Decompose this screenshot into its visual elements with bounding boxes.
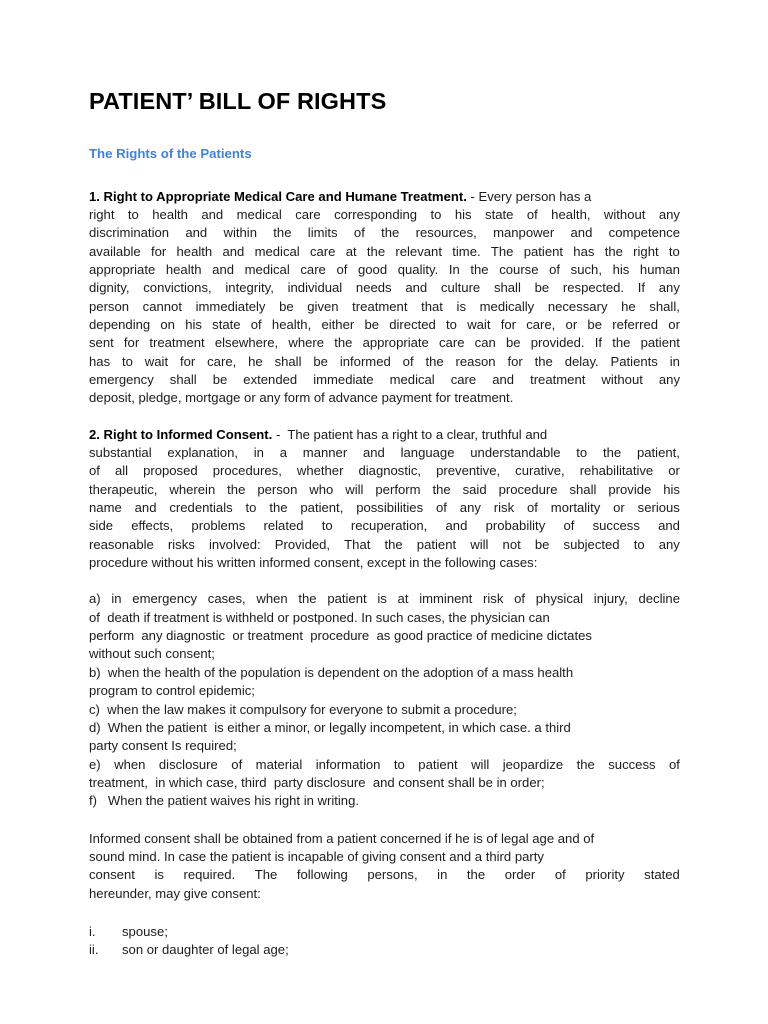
section-1-line-4: appropriate health and medical care of good quality. In the course of such, his human	[89, 261, 680, 277]
priority-consent-list	[89, 923, 680, 960]
case-a-line-4-text: without such consent;	[89, 646, 215, 662]
section-1-line-5: dignity, convictions, integrity, individual needs and culture shall be respected. If any	[89, 280, 680, 296]
case-b-line-2-text: program to control epidemic;	[89, 683, 255, 699]
section-1-line-0: - Every person has a	[466, 188, 592, 204]
section-1-line-3: available for health and medical care at the relevant time. The patient has the right to	[89, 243, 680, 259]
section-1-line-1: right to health and medical care corresponding to his state of health, without any	[89, 206, 680, 222]
section-1-line-7: depending on his state of health, either be directed to wait for care, or be referred or	[89, 316, 680, 332]
case-b-line-1	[89, 664, 680, 682]
section-2-line-3: therapeutic, wherein the person who will perform the said procedure shall provide his	[89, 481, 680, 497]
document-subtitle: The Rights of the Patients	[89, 145, 252, 161]
list-item	[89, 923, 680, 941]
section-1-line-6: person cannot immediately be given treatment that is medically necessary he shall,	[89, 298, 680, 314]
case-e-line-2	[89, 774, 680, 792]
informed-consent-note	[89, 830, 680, 903]
section-2-line-4: name and credentials to the patient, possibilities of any risk of mortality or serious	[89, 500, 680, 516]
section-1-line-2: discrimination and within the limits of the resources, manpower and competence	[89, 225, 680, 241]
list-item-marker: ii.	[89, 942, 99, 958]
case-d-line-2	[89, 737, 680, 755]
case-c-line-1	[89, 701, 680, 719]
case-c-line-1-text: c) when the law makes it compulsory for everyone to submit a procedure;	[89, 701, 517, 717]
informed-note-line-1	[89, 830, 680, 848]
case-a-line-4	[89, 645, 680, 663]
case-d-line-1-text: d) When the patient is either a minor, or legally incompetent, in which case. a third	[89, 719, 571, 735]
list-item-label: spouse;	[122, 923, 168, 939]
case-e-line-1: e) when disclosure of material information to patient will jeopardize the success of	[89, 756, 680, 772]
exception-cases-list	[89, 590, 680, 810]
section-1-first-line	[89, 188, 680, 206]
informed-note-line-2-text: sound mind. In case the patient is incapable of giving consent and a third party	[89, 848, 544, 864]
informed-note-line-3: consent is required. The following persons, in the order of priority stated	[89, 867, 680, 883]
list-item-label: son or daughter of legal age;	[122, 942, 289, 958]
case-b-line-1-text: b) when the health of the population is dependent on the adoption of a mass health	[89, 664, 574, 680]
page-title: PATIENT’ BILL OF RIGHTS	[89, 88, 387, 114]
case-e-line-2-text: treatment, in which case, third party disclosure and consent shall be in order;	[89, 774, 545, 790]
case-a-line-3-text: perform any diagnostic or treatment procedure as good practice of medicine dictates	[89, 628, 592, 644]
section-1-line-11	[89, 389, 680, 407]
informed-note-line-2	[89, 848, 680, 866]
section-2-line-0: - The patient has a right to a clear, truthful and	[272, 426, 548, 442]
case-f-line-1-text: f) When the patient waives his right in writing.	[89, 793, 359, 809]
section-2-line-2: of all proposed procedures, whether diagnostic, preventive, curative, rehabilitative or	[89, 463, 680, 479]
case-d-line-1	[89, 719, 680, 737]
section-2-line-6: reasonable risks involved: Provided, That the patient will not be subjected to any	[89, 536, 680, 552]
section-1-line-10: emergency shall be extended immediate medical care and treatment without any	[89, 372, 680, 387]
section-2-line-7-text: procedure without his written informed consent, except in the following cases:	[89, 555, 538, 571]
informed-note-line-4-text: hereunder, may give consent:	[89, 885, 261, 901]
list-item-marker: i.	[89, 923, 96, 939]
section-1-line-11-text: deposit, pledge, mortgage or any form of advance payment for treatment.	[89, 390, 514, 406]
section-2-line-5: side effects, problems related to recuperation, and probability of success and	[89, 518, 680, 534]
informed-note-line-4	[89, 885, 680, 903]
section-right-to-appropriate-medical-care	[89, 188, 680, 408]
informed-note-line-1-text: Informed consent shall be obtained from a patient concerned if he is of legal age and of	[89, 830, 595, 846]
section-2-line-1: substantial explanation, in a manner and language understandable to the patient,	[89, 445, 680, 461]
section-1-heading-lead: 1. Right to Appropriate Medical Care and Humane Treatment.	[89, 188, 467, 204]
case-a-line-2	[89, 609, 680, 627]
list-item	[89, 941, 680, 959]
section-2-first-line	[89, 426, 680, 444]
case-b-line-2	[89, 682, 680, 700]
section-2-heading-lead: 2. Right to Informed Consent.	[89, 426, 273, 442]
case-d-line-2-text: party consent Is required;	[89, 738, 237, 754]
section-1-line-8: sent for treatment elsewhere, where the appropriate care can be provided. If the patient	[89, 335, 680, 351]
document-content	[89, 88, 680, 960]
case-a-line-1: a) in emergency cases, when the patient is at imminent risk of physical injury, decline	[89, 591, 680, 607]
section-1-line-9: has to wait for care, he shall be informed of the reason for the delay. Patients in	[89, 353, 680, 369]
case-f-line-1	[89, 792, 680, 810]
section-right-to-informed-consent	[89, 426, 680, 573]
case-a-line-3	[89, 627, 680, 645]
case-a-line-2-text: of death if treatment is withheld or postponed. In such cases, the physician can	[89, 609, 550, 625]
section-2-line-7	[89, 554, 680, 572]
